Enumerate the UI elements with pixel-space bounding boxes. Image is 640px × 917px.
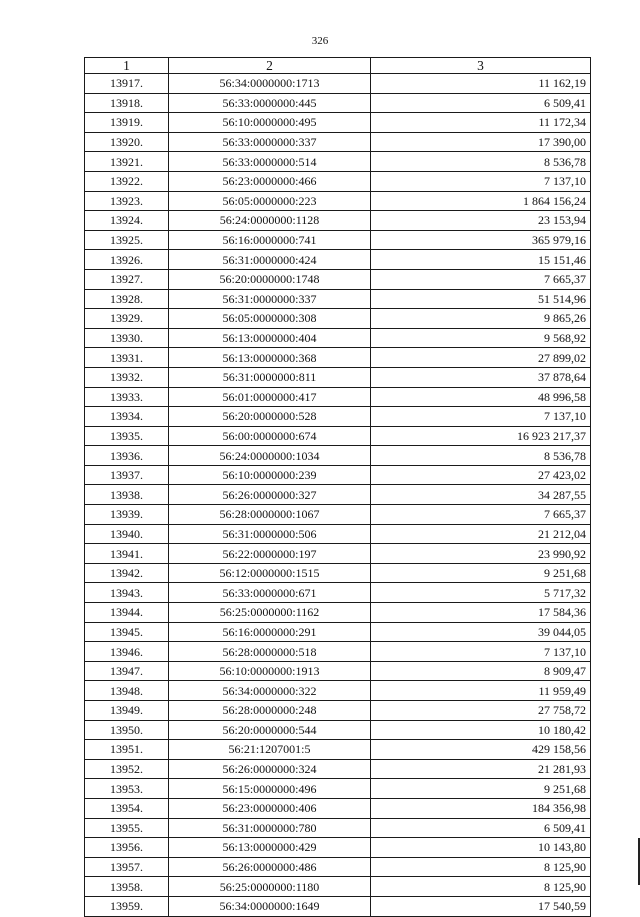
amount-cell: 7 137,10 xyxy=(371,171,591,191)
row-number-cell: 13918. xyxy=(85,93,169,113)
cadastral-number-cell: 56:12:0000000:1515 xyxy=(169,563,371,583)
page-number: 326 xyxy=(311,35,329,47)
table-row xyxy=(85,505,591,525)
table-row xyxy=(85,485,591,505)
cadastral-number-cell: 56:34:0000000:1713 xyxy=(169,74,371,94)
cadastral-number-cell: 56:26:0000000:324 xyxy=(169,759,371,779)
table-row xyxy=(85,387,591,407)
row-number-cell: 13958. xyxy=(85,877,169,897)
header-row xyxy=(85,58,591,74)
cadastral-number-cell: 56:33:0000000:671 xyxy=(169,583,371,603)
amount-cell: 7 665,37 xyxy=(371,269,591,289)
table-row xyxy=(85,701,591,721)
row-number-cell: 13935. xyxy=(85,426,169,446)
table-row xyxy=(85,191,591,211)
row-number-cell: 13949. xyxy=(85,701,169,721)
table-row xyxy=(85,93,591,113)
row-number-cell: 13948. xyxy=(85,681,169,701)
amount-cell: 39 044,05 xyxy=(371,622,591,642)
cadastral-number-cell: 56:28:0000000:1067 xyxy=(169,505,371,525)
amount-cell: 17 584,36 xyxy=(371,603,591,623)
row-number-cell: 13941. xyxy=(85,544,169,564)
table-row xyxy=(85,818,591,838)
row-number-cell: 13922. xyxy=(85,171,169,191)
cadastral-number-cell: 56:16:0000000:741 xyxy=(169,230,371,250)
amount-cell: 21 212,04 xyxy=(371,524,591,544)
cadastral-number-cell: 56:13:0000000:429 xyxy=(169,838,371,858)
table-row xyxy=(85,309,591,329)
cadastral-number-cell: 56:20:0000000:528 xyxy=(169,407,371,427)
cadastral-number-cell: 56:34:0000000:1649 xyxy=(169,896,371,916)
cadastral-number-cell: 56:26:0000000:327 xyxy=(169,485,371,505)
cadastral-number-cell: 56:31:0000000:780 xyxy=(169,818,371,838)
amount-cell: 10 143,80 xyxy=(371,838,591,858)
table-row xyxy=(85,661,591,681)
row-number-cell: 13934. xyxy=(85,407,169,427)
row-number-cell: 13925. xyxy=(85,230,169,250)
table-row xyxy=(85,230,591,250)
table-row xyxy=(85,603,591,623)
amount-cell: 11 959,49 xyxy=(371,681,591,701)
table-row xyxy=(85,465,591,485)
row-number-cell: 13936. xyxy=(85,446,169,466)
table-row xyxy=(85,348,591,368)
cadastral-number-cell: 56:16:0000000:291 xyxy=(169,622,371,642)
cadastral-number-cell: 56:10:0000000:1913 xyxy=(169,661,371,681)
table-row xyxy=(85,250,591,270)
cadastral-number-cell: 56:31:0000000:424 xyxy=(169,250,371,270)
row-number-cell: 13921. xyxy=(85,152,169,172)
amount-cell: 16 923 217,37 xyxy=(371,426,591,446)
table-row xyxy=(85,132,591,152)
table-row xyxy=(85,896,591,916)
amount-cell: 27 423,02 xyxy=(371,465,591,485)
cadastral-number-cell: 56:24:0000000:1128 xyxy=(169,211,371,231)
amount-cell: 8 536,78 xyxy=(371,446,591,466)
cadastral-number-cell: 56:33:0000000:445 xyxy=(169,93,371,113)
row-number-cell: 13957. xyxy=(85,857,169,877)
table-row xyxy=(85,759,591,779)
amount-cell: 17 390,00 xyxy=(371,132,591,152)
row-number-cell: 13951. xyxy=(85,740,169,760)
table-row xyxy=(85,171,591,191)
row-number-cell: 13942. xyxy=(85,563,169,583)
table-row xyxy=(85,642,591,662)
table-row xyxy=(85,426,591,446)
amount-cell: 8 909,47 xyxy=(371,661,591,681)
amount-cell: 34 287,55 xyxy=(371,485,591,505)
amount-cell: 429 158,56 xyxy=(371,740,591,760)
table-row xyxy=(85,622,591,642)
amount-cell: 27 758,72 xyxy=(371,701,591,721)
row-number-cell: 13933. xyxy=(85,387,169,407)
cadastral-number-cell: 56:28:0000000:518 xyxy=(169,642,371,662)
row-number-cell: 13956. xyxy=(85,838,169,858)
row-number-cell: 13923. xyxy=(85,191,169,211)
row-number-cell: 13947. xyxy=(85,661,169,681)
amount-cell: 37 878,64 xyxy=(371,367,591,387)
table-row xyxy=(85,563,591,583)
cadastral-number-cell: 56:31:0000000:811 xyxy=(169,367,371,387)
table-row xyxy=(85,367,591,387)
row-number-cell: 13919. xyxy=(85,113,169,133)
amount-cell: 10 180,42 xyxy=(371,720,591,740)
amount-cell: 365 979,16 xyxy=(371,230,591,250)
row-number-cell: 13952. xyxy=(85,759,169,779)
amount-cell: 6 509,41 xyxy=(371,93,591,113)
cadastral-number-cell: 56:00:0000000:674 xyxy=(169,426,371,446)
cadastral-number-cell: 56:24:0000000:1034 xyxy=(169,446,371,466)
row-number-cell: 13946. xyxy=(85,642,169,662)
amount-cell: 184 356,98 xyxy=(371,798,591,818)
cadastral-number-cell: 56:33:0000000:337 xyxy=(169,132,371,152)
cadastral-number-cell: 56:21:1207001:5 xyxy=(169,740,371,760)
row-number-cell: 13955. xyxy=(85,818,169,838)
amount-cell: 9 865,26 xyxy=(371,309,591,329)
table-row xyxy=(85,289,591,309)
column-header-3: 3 xyxy=(371,58,591,74)
amount-cell: 27 899,02 xyxy=(371,348,591,368)
table-row xyxy=(85,720,591,740)
amount-cell: 23 990,92 xyxy=(371,544,591,564)
amount-cell: 17 540,59 xyxy=(371,896,591,916)
row-number-cell: 13917. xyxy=(85,74,169,94)
cadastral-number-cell: 56:23:0000000:466 xyxy=(169,171,371,191)
row-number-cell: 13931. xyxy=(85,348,169,368)
row-number-cell: 13945. xyxy=(85,622,169,642)
table-row xyxy=(85,740,591,760)
row-number-cell: 13939. xyxy=(85,505,169,525)
row-number-cell: 13950. xyxy=(85,720,169,740)
column-header-2: 2 xyxy=(169,58,371,74)
table-row xyxy=(85,583,591,603)
cadastral-number-cell: 56:22:0000000:197 xyxy=(169,544,371,564)
amount-cell: 51 514,96 xyxy=(371,289,591,309)
amount-cell: 11 172,34 xyxy=(371,113,591,133)
table-row xyxy=(85,74,591,94)
table-row xyxy=(85,211,591,231)
amount-cell: 7 137,10 xyxy=(371,407,591,427)
cadastral-number-cell: 56:26:0000000:486 xyxy=(169,857,371,877)
amount-cell: 9 251,68 xyxy=(371,563,591,583)
cadastral-number-cell: 56:31:0000000:337 xyxy=(169,289,371,309)
cadastral-number-cell: 56:15:0000000:496 xyxy=(169,779,371,799)
cadastral-number-cell: 56:13:0000000:368 xyxy=(169,348,371,368)
cadastral-number-cell: 56:20:0000000:1748 xyxy=(169,269,371,289)
row-number-cell: 13929. xyxy=(85,309,169,329)
amount-cell: 7 137,10 xyxy=(371,642,591,662)
table-row xyxy=(85,779,591,799)
cadastral-number-cell: 56:05:0000000:223 xyxy=(169,191,371,211)
amount-cell: 6 509,41 xyxy=(371,818,591,838)
table-row xyxy=(85,269,591,289)
table-row xyxy=(85,446,591,466)
amount-cell: 15 151,46 xyxy=(371,250,591,270)
cadastral-number-cell: 56:13:0000000:404 xyxy=(169,328,371,348)
amount-cell: 1 864 156,24 xyxy=(371,191,591,211)
cadastral-number-cell: 56:28:0000000:248 xyxy=(169,701,371,721)
cadastral-number-cell: 56:10:0000000:495 xyxy=(169,113,371,133)
table-row xyxy=(85,681,591,701)
cadastral-number-cell: 56:31:0000000:506 xyxy=(169,524,371,544)
amount-cell: 8 125,90 xyxy=(371,857,591,877)
table-row xyxy=(85,407,591,427)
row-number-cell: 13953. xyxy=(85,779,169,799)
table-row xyxy=(85,877,591,897)
amount-cell: 48 996,58 xyxy=(371,387,591,407)
table-row xyxy=(85,544,591,564)
row-number-cell: 13927. xyxy=(85,269,169,289)
cadastral-number-cell: 56:34:0000000:322 xyxy=(169,681,371,701)
column-header-1: 1 xyxy=(85,58,169,74)
amount-cell: 5 717,32 xyxy=(371,583,591,603)
row-number-cell: 13924. xyxy=(85,211,169,231)
row-number-cell: 13959. xyxy=(85,896,169,916)
cadastral-number-cell: 56:23:0000000:406 xyxy=(169,798,371,818)
row-number-cell: 13932. xyxy=(85,367,169,387)
row-number-cell: 13940. xyxy=(85,524,169,544)
row-number-cell: 13938. xyxy=(85,485,169,505)
amount-cell: 8 536,78 xyxy=(371,152,591,172)
amount-cell: 23 153,94 xyxy=(371,211,591,231)
amount-cell: 9 251,68 xyxy=(371,779,591,799)
cadastral-number-cell: 56:01:0000000:417 xyxy=(169,387,371,407)
cadastral-number-cell: 56:33:0000000:514 xyxy=(169,152,371,172)
data-table xyxy=(84,57,591,917)
amount-cell: 21 281,93 xyxy=(371,759,591,779)
row-number-cell: 13937. xyxy=(85,465,169,485)
cadastral-number-cell: 56:05:0000000:308 xyxy=(169,309,371,329)
table-row xyxy=(85,857,591,877)
row-number-cell: 13930. xyxy=(85,328,169,348)
cadastral-number-cell: 56:25:0000000:1180 xyxy=(169,877,371,897)
amount-cell: 7 665,37 xyxy=(371,505,591,525)
row-number-cell: 13954. xyxy=(85,798,169,818)
cadastral-number-cell: 56:20:0000000:544 xyxy=(169,720,371,740)
row-number-cell: 13928. xyxy=(85,289,169,309)
table-row xyxy=(85,113,591,133)
table-row xyxy=(85,328,591,348)
table-header xyxy=(85,58,591,74)
amount-cell: 9 568,92 xyxy=(371,328,591,348)
row-number-cell: 13943. xyxy=(85,583,169,603)
row-number-cell: 13944. xyxy=(85,603,169,623)
table-body xyxy=(85,74,591,917)
table-row xyxy=(85,798,591,818)
cadastral-number-cell: 56:25:0000000:1162 xyxy=(169,603,371,623)
table-row xyxy=(85,838,591,858)
row-number-cell: 13926. xyxy=(85,250,169,270)
table-row xyxy=(85,152,591,172)
amount-cell: 11 162,19 xyxy=(371,74,591,94)
table-row xyxy=(85,524,591,544)
amount-cell: 8 125,90 xyxy=(371,877,591,897)
row-number-cell: 13920. xyxy=(85,132,169,152)
cadastral-number-cell: 56:10:0000000:239 xyxy=(169,465,371,485)
